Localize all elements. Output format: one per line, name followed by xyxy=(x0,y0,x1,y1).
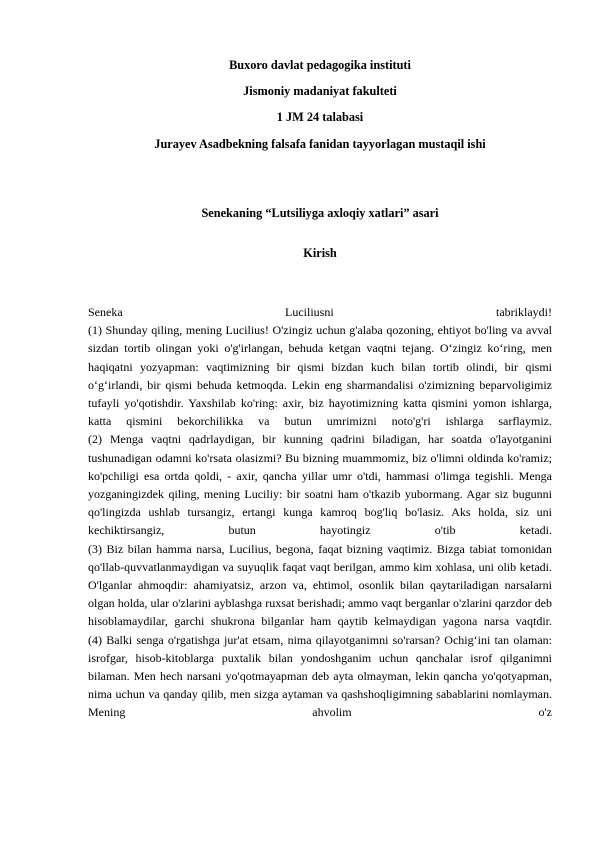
institution-heading: Buxoro davlat pedagogika instituti xyxy=(229,58,411,72)
group-heading: 1 JM 24 talabasi xyxy=(276,110,364,124)
section-heading: Kirish xyxy=(303,246,337,260)
paragraph-3: (3) Biz bilan hamma narsa, Lucilius, begona, faqat bizning vaqtimiz. Bizga tabiat tomonidan qo'llab-quvvatlanmaydigan va suyuqlik faqat vaqt berilgan, ammo kim xohlasa, uni olib ketadi. O'lganlar ahmoqdir: ahamiyatsiz, arzon va, ehtimol, osonlik bilan qaytariladigan narsalarni olgan holda, ular o'zlarini ayblashga ruxsat berishadi; ammo vaqt berganlar o'zlarini qarzdor deb hisoblamaydilar, garchi shukrona bilganlar ham qaytib kelmaydigan yagona narsa vaqtdir. xyxy=(88,541,552,629)
work-title: Senekaning “Lutsiliyga axloqiy xatlari” asari xyxy=(201,206,439,220)
greeting-paragraph: Seneka Luciliusni tabriklaydi! xyxy=(88,305,552,319)
paragraph-1: (1) Shunday qiling, mening Lucilius! O'zingiz uchun g'alaba qozoning, ehtiyot bo'ling va avval sizdan tortib olingan yoki o'g'irlangan, behuda ketgan vaqtni tejang. O‘zingiz ko‘ring, men haqiqatni yozyapman: vaqtimizning bir qismi bizdan kuch bilan tortib olindi, bir qismi o‘g‘irlandi, bir qismi behuda ketmoqda. Lekin eng sharmandalisi o'zimizning beparvoligimiz tufayli yo'qotishdir. Yaxshilab ko'ring: axir, biz hayotimizning katta qismini yomon ishlarga, katta qismini bekorchilikka va butun umrimizni noto'g'ri ishlarga sarflaymiz. xyxy=(88,323,552,429)
body-text xyxy=(88,303,552,722)
author-heading: Jurayev Asadbekning falsafa fanidan tayyorlagan mustaqil ishi xyxy=(154,137,486,151)
paragraph-2: (2) Menga vaqtni qadrlaydigan, bir kunning qadrini biladigan, har soatda o'layotganini tushunadigan odamni ko'rsata olasizmi? Bu bizning muammomiz, biz o'limni oldinda ko'ramiz; ko'pchiligi esa ortda qoldi, - axir, qancha yillar umr o'tdi, hammasi o'limga tegishli. Menga yozganingizdek qiling, mening Luciliy: bir soatni ham o'tkazib yubormang. Agar siz bugunni qo'lingizda ushlab tursangiz, ertangi kunga kamroq bog'liq bo'lasiz. Aks holda, siz uni kechiktirsangiz, butun hayotingiz o'tib ketadi. xyxy=(88,432,552,538)
faculty-heading: Jismoniy madaniyat fakulteti xyxy=(243,84,397,98)
paragraph-4: (4) Balki senga o'rgatishga jur'at etsam, nima qilayotganimni so'rarsan? Ochig‘ini tan olaman: isrofgar, hisob-kitoblarga puxtalik bilan yondoshganim uchun qanchalar isrof qilganimni bilaman. Men hech narsani yo'qotmayapman deb ayta olmayman, lekin qancha yo'qotyapman, nima uchun va qanday qilib, men sizga aytaman va qashshoqligimning sabablarini nomlayman. Mening ahvolim o'z xyxy=(88,632,552,720)
